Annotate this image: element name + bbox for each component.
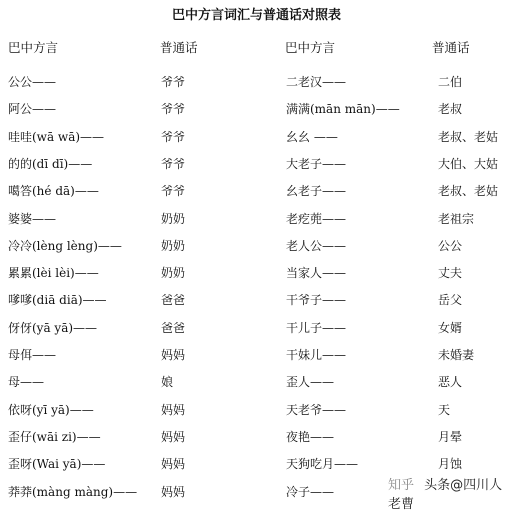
dialect-left-cell: 哇哇(wā wā)——	[8, 130, 105, 144]
header-mandarin-left: 普通话	[160, 40, 198, 55]
dialect-right-cell: 幺幺 ——	[286, 130, 338, 144]
mandarin-right-cell: 老叔	[438, 102, 463, 116]
header-dialect-left: 巴中方言	[8, 40, 59, 55]
watermark	[388, 474, 513, 512]
dialect-left-cell: 累累(lèi lèi)——	[8, 266, 99, 280]
mandarin-left-cell: 妈妈	[161, 457, 186, 471]
mandarin-right-cell: 老祖宗	[438, 212, 475, 226]
mandarin-right-cell: 老叔、老姑	[438, 184, 499, 198]
header-mandarin-right: 普通话	[432, 40, 470, 55]
header-dialect-right: 巴中方言	[285, 40, 336, 55]
zhihu-logo: 知乎	[388, 478, 415, 493]
dialect-right-cell: 夜艳——	[286, 430, 335, 444]
mandarin-left-cell: 妈妈	[161, 348, 186, 362]
mandarin-left-cell: 爷爷	[161, 184, 186, 198]
mandarin-right-cell: 月蚀	[438, 457, 463, 471]
mandarin-left-cell: 爷爷	[161, 130, 186, 144]
dialect-left-cell: 公公——	[8, 75, 57, 89]
dialect-left-cell: 的的(dī dī)——	[8, 157, 93, 171]
mandarin-left-cell: 娘	[161, 375, 174, 389]
dialect-left-cell: 母佴——	[8, 348, 57, 362]
dialect-right-cell: 二老汉——	[286, 75, 347, 89]
mandarin-left-cell: 爸爸	[161, 293, 186, 307]
mandarin-left-cell: 爷爷	[161, 75, 186, 89]
dialect-right-cell: 冷子——	[286, 485, 335, 499]
dialect-left-cell: 冷冷(lèng lèng)——	[8, 239, 122, 253]
dialect-left-cell: 歪仔(wāi zi)——	[8, 430, 101, 444]
dialect-left-cell: 歪呀(Wai yā)——	[8, 457, 106, 471]
mandarin-left-cell: 妈妈	[161, 485, 186, 499]
mandarin-left-cell: 爷爷	[161, 102, 186, 116]
dialect-left-cell: 噶答(hé dā)——	[8, 184, 99, 198]
mandarin-right-cell: 二伯	[438, 75, 463, 89]
page-title: 巴中方言词汇与普通话对照表	[171, 8, 341, 23]
dialect-right-cell: 干爷子——	[286, 293, 347, 307]
watermark-text: 头条@四川人老曹	[388, 478, 503, 512]
dialect-left-cell: 阿公——	[8, 102, 57, 116]
mandarin-left-cell: 妈妈	[161, 403, 186, 417]
dialect-right-cell: 干妹儿——	[286, 348, 347, 362]
mandarin-left-cell: 奶奶	[161, 239, 186, 253]
dialect-right-cell: 老人公——	[286, 239, 347, 253]
mandarin-right-cell: 岳父	[438, 293, 463, 307]
dialect-right-cell: 天老爷——	[286, 403, 347, 417]
mandarin-right-cell: 老叔、老姑	[438, 130, 499, 144]
mandarin-right-cell: 大伯、大姑	[438, 157, 499, 171]
mandarin-right-cell: 恶人	[438, 375, 463, 389]
dialect-right-cell: 天狗吃月——	[286, 457, 359, 471]
dialect-left-cell: 母——	[8, 375, 45, 389]
mandarin-left-cell: 妈妈	[161, 430, 186, 444]
dialect-left-cell: 嗲嗲(diā diā)——	[8, 293, 107, 307]
mandarin-left-cell: 奶奶	[161, 266, 186, 280]
mandarin-right-cell: 天	[438, 403, 451, 417]
dialect-right-cell: 干儿子——	[286, 321, 347, 335]
dialect-right-cell: 当家人——	[286, 266, 347, 280]
mandarin-left-cell: 爷爷	[161, 157, 186, 171]
dialect-right-cell: 幺老子——	[286, 184, 347, 198]
dialect-left-cell: 伢伢(yā yā)——	[8, 321, 98, 335]
mandarin-left-cell: 爸爸	[161, 321, 186, 335]
dialect-right-cell: 歪人——	[286, 375, 335, 389]
mandarin-right-cell: 公公	[438, 239, 463, 253]
mandarin-right-cell: 女婿	[438, 321, 463, 335]
mandarin-right-cell: 丈夫	[438, 266, 463, 280]
dialect-left-cell: 婆婆——	[8, 212, 57, 226]
dialect-left-cell: 莽莽(màng màng)——	[8, 485, 138, 499]
mandarin-right-cell: 月晕	[438, 430, 463, 444]
dialect-left-cell: 依呀(yī yā)——	[8, 403, 94, 417]
dialect-right-cell: 大老子——	[286, 157, 347, 171]
dialect-right-cell: 老疙蔸——	[286, 212, 347, 226]
dialect-right-cell: 满满(mān mān)——	[286, 102, 400, 116]
mandarin-right-cell: 未婚妻	[438, 348, 475, 362]
mandarin-left-cell: 奶奶	[161, 212, 186, 226]
